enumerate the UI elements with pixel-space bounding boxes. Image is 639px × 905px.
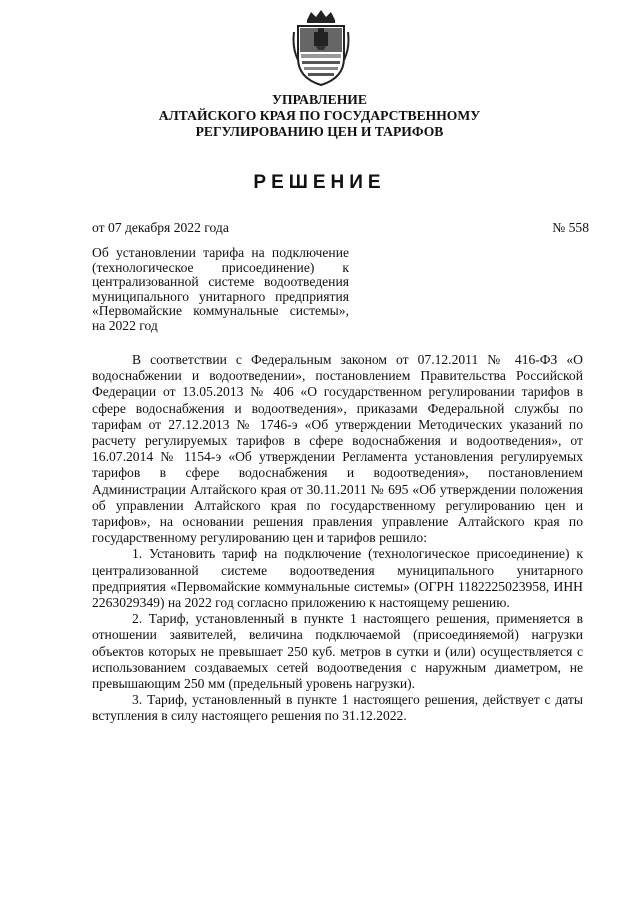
decision-item-2: 2. Тариф, установленный в пункте 1 настоящего решения, применяется в отношении заявителей, величина подключаемой (присоединяемой) нагрузки объектов которых не превышает 250 куб. метров в сутки и (или) осуществляется с использованием создаваемых сетей водоотведения с наружным диаметром, не превышающим 250 мм (предельный уровень нагрузки). [92, 611, 583, 692]
preamble-paragraph: В соответствии с Федеральным законом от 07.12.2011 № 416-ФЗ «О водоснабжении и водоотведении», постановлением Правительства Российской Федерации от 13.05.2013 № 406 «О государственном регулировании тарифов в сфере водоснабжения и водоотведения», приказами Федеральной службы по тарифам от 27.12.2013 № 1746-э «Об утверждении Методических указаний по расчету регулируемых тарифов в сфере водоснабжения и водоотведения», от 16.07.2014 № 1154-э «Об утверждении Регламента установления регулируемых тарифов в сфере водоснабжения и водоотведения», постановлением Администрации Алтайского края от 30.11.2011 № 695 «Об утверждении положения об управлении Алтайского края по государственному регулированию цен и тарифов», на основании решения правления управление Алтайского края по государственному регулированию цен и тарифов решило: [92, 352, 583, 546]
agency-name [60, 92, 579, 140]
agency-line-2: АЛТАЙСКОГО КРАЯ ПО ГОСУДАРСТВЕННОМУ [158, 108, 481, 123]
document-body [92, 352, 583, 725]
decision-item-1: 1. Установить тариф на подключение (технологическое присоединение) к централизованной системе водоотведения муниципального унитарного предприятия «Первомайские коммунальные системы» (ОГРН 1182225023958, ИНН 2263029349) на 2022 год согласно приложению к настоящему решению. [92, 546, 583, 611]
altai-krai-coat-of-arms-icon [292, 8, 350, 88]
document-subject: Об установлении тарифа на подключение (технологическое присоединение) к централизованной системе водоотведения муниципального унитарного предприятия «Первомайские коммунальные системы», на 2022 год [92, 245, 349, 333]
agency-line-3: РЕГУЛИРОВАНИЮ ЦЕН И ТАРИФОВ [195, 124, 444, 139]
document-title: РЕШЕНИЕ [253, 172, 386, 193]
document-number: № 558 [552, 220, 589, 235]
decision-item-3: 3. Тариф, установленный в пункте 1 настоящего решения, действует с даты вступления в силу настоящего решения по 31.12.2022. [92, 692, 583, 724]
document-date: от 07 декабря 2022 года [92, 220, 229, 235]
agency-line-1: УПРАВЛЕНИЕ [272, 92, 367, 107]
